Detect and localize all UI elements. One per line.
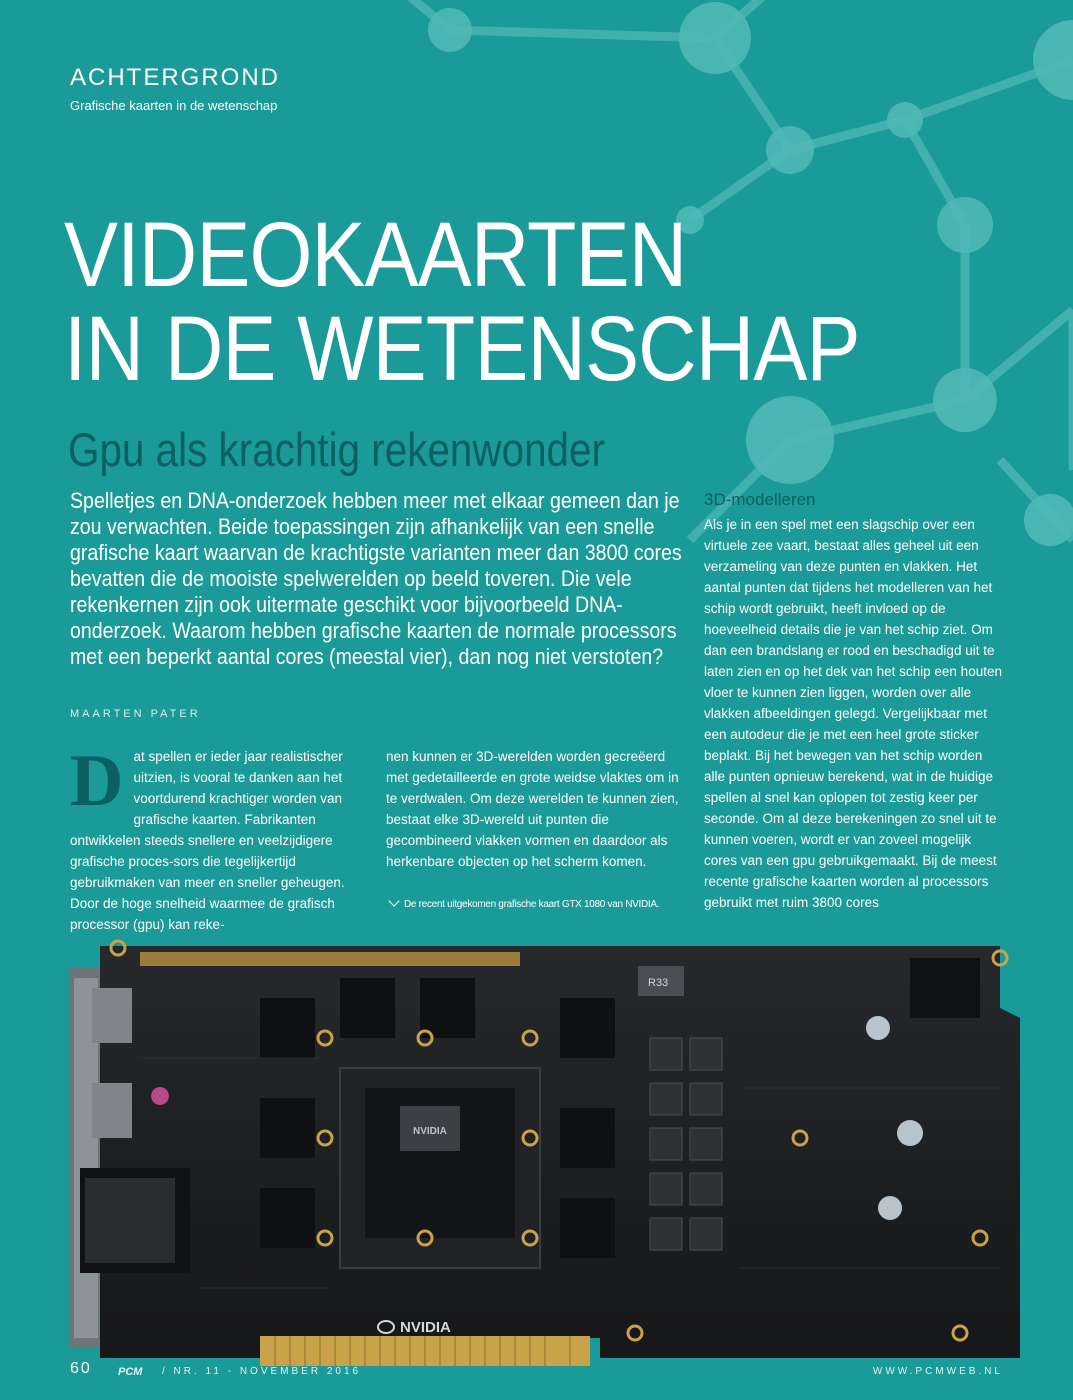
section-heading: 3D-modelleren [704,490,816,509]
caption-text: De recent uitgekomen grafische kaart GTX 1080 van NVIDIA. [404,899,660,910]
article-title [64,204,860,400]
page-number: 60 [70,1360,92,1377]
magazine-logo: PCM [118,1366,143,1378]
section-subtitle: Grafische kaarten in de wetenschap [70,98,278,113]
article-subtitle: Gpu als krachtig rekenwonder [68,423,605,476]
chip-label: NVIDIA [413,1126,447,1137]
gpu-board-image [40,938,1040,1370]
body-text-3: Als je in een spel met een slagschip over een virtuele zee vaart, bestaat alles geheel uit een verzameling van deze punten en vlakken. Het aantal punten dat tijdens het modelleren van het schip wordt gebruikt, heeft invloed op de hoeveelheid details die je van het schip ziet. Om dan een brandslang er rood en beschadigd uit te laten zien en op het dek van het schip een houten vloer te kunnen zien liggen, worden over alle vlakken afbeeldingen gelegd. Vergelijkbaar met een autodeur die je met een heel grote sticker beplakt. Bij het bewegen van het schip worden alle punten opnieuw berekend, wat in de huidige spellen al snel kan oplopen tot zestig keer per seconde. Om al deze berekeningen zo snel uit te kunnen voeren, wordt er van zoveel mogelijk cores van een gpu gebruikgemaakt. Bij de meest recente grafische kaarten worden al processors gebruikt met ruim 3800 cores [704,517,1002,910]
drop-cap: D [70,740,124,822]
author-byline: MAARTEN PATER [70,708,201,720]
board-brand-label: NVIDIA [400,1319,451,1336]
intro-paragraph: Spelletjes en DNA-onderzoek hebben meer met elkaar gemeen dan je zou verwachten. Beide toepassingen zijn afhankelijk van een snelle grafische kaart waarvan de krachtigste varianten meer dan 3800 cores bevatten die de mooiste spelwerelden op beeld toveren. Die vele rekenkernen zijn ook uitermate geschikt voor bijvoorbeeld DNA-onderzoek. Waarom hebben grafische kaarten de normale processors met een beperkt aantal cores (meestal vier), dan nog niet verstoten? [70,488,682,669]
section-label: ACHTERGROND [70,64,281,91]
body-column-3 [704,514,1004,913]
body-column-1 [70,740,362,935]
body-column-2 [386,746,686,872]
chevron-down-icon [388,895,399,906]
website-url: WWW.PCMWEB.NL [872,1366,1003,1377]
body-text-2: nen kunnen er 3D-werelden worden gecreëerd met gedetailleerde en grote weidse vlaktes om in te verdwalen. Om deze werelden te kunnen zien, bestaat elke 3D-wereld uit punten die gecombineerd vlakken vormen en daardoor als herkenbare objecten op het scherm komen. [386,749,679,869]
title-line-1: VIDEOKAARTEN [64,204,687,306]
body-text-1: at spellen er ieder jaar realistischer uitzien, is vooral te danken aan het voortdurend krachtiger worden van grafische kaarten. Fabrikanten ontwikkelen steeds snellere en veelzijdigere grafische proces-sors die tegelijkertijd gebruikmaken van meer en sneller geheugen. Door de hoge snelheid waarmee de grafisch processor (gpu) kan reke- [70,749,345,932]
title-line-2: IN DE WETENSCHAP [64,298,860,400]
issue-info: / NR. 11 - NOVEMBER 2016 [162,1366,362,1377]
part-label: R33 [648,977,669,989]
image-caption [388,897,659,910]
